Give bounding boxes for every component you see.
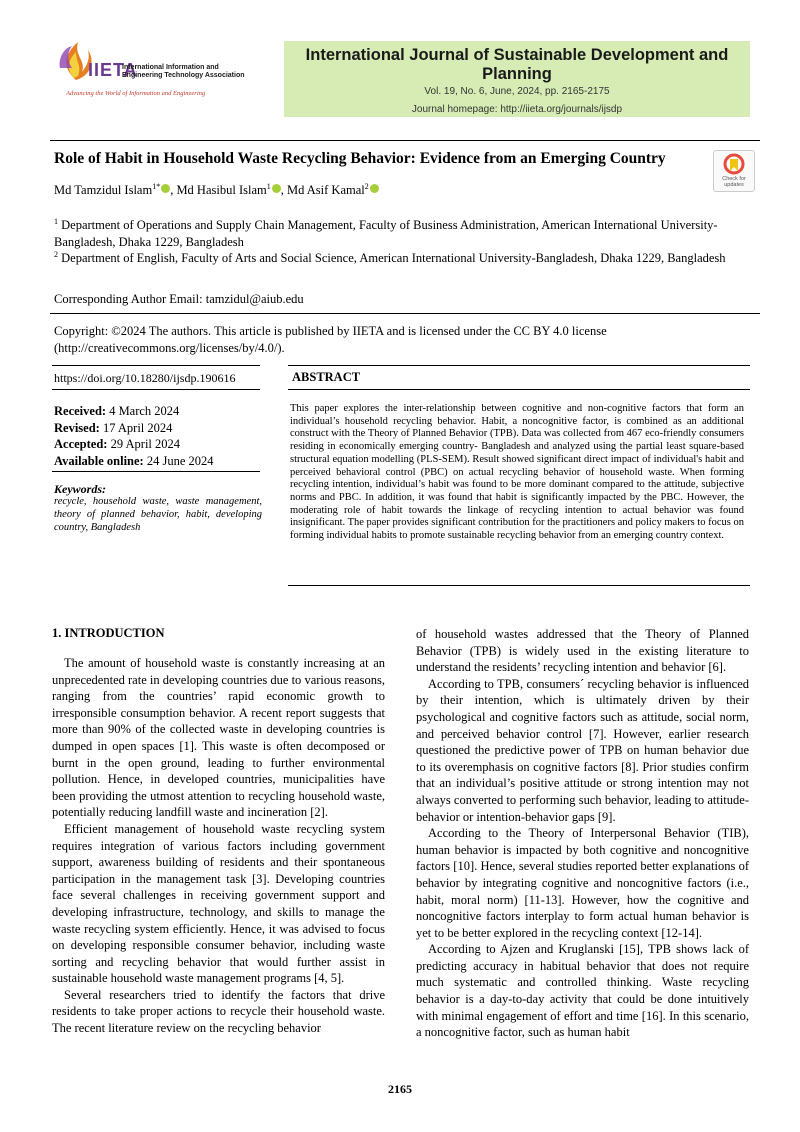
affiliation-text: Department of English, Faculty of Arts and Social Science, American International University-Bangladesh, Dhaka 1229, Bangladesh: [58, 251, 726, 265]
doi-link[interactable]: https://doi.org/10.18280/ijsdp.190616: [54, 371, 236, 385]
publisher-name-line2: Engineering Technology Association: [122, 72, 245, 79]
affiliation-text: Department of Operations and Supply Chain Management, Faculty of Business Administration, American International University-Bangladesh, Dhaka 1229, Bangladesh: [54, 218, 718, 249]
divider: [52, 365, 260, 366]
paragraph: According to the Theory of Interpersonal Behavior (TIB), human behavior is impacted by both cognitive and noncognitive factors [10]. Hence, several studies reported better explanations of behavior by integrating cognitive and noncognitive factors (i.e., habit, moral norm) [11-13]. However, how the cognitive and noncognitive factors interplay to form actual human behavior is yet to be better explored in the recycling context [12-14].: [416, 826, 749, 940]
date-label: Received:: [54, 404, 107, 418]
author-name: Md Hasibul Islam: [176, 183, 267, 197]
article-title: Role of Habit in Household Waste Recycling Behavior: Evidence from an Emerging Country: [54, 150, 666, 167]
keywords: recycle, household waste, waste management, theory of planned behavior, habit, developing country, Bangladesh: [54, 496, 262, 533]
divider: [50, 313, 760, 314]
badge-line2: updates: [724, 182, 744, 188]
publisher-full-name: [122, 64, 245, 80]
date-row: [54, 420, 214, 437]
date-row: [54, 453, 214, 470]
author-name: Md Tamzidul Islam: [54, 183, 153, 197]
header-divider: [50, 140, 760, 141]
date-label: Accepted:: [54, 437, 108, 451]
orcid-icon[interactable]: [161, 184, 170, 193]
affiliation-superscript: 1: [54, 217, 58, 226]
article-dates: [54, 403, 214, 469]
affiliation-superscript: 2: [54, 250, 58, 259]
paragraph: According to TPB, consumers´ recycling behavior is influenced by their intention, which is ultimately driven by their psychological and cognitive factors such as attitude, social norm, and perceived behavior control [7]. However, earlier research questioned the predictive power of TPB on human behavior due to its overemphasis on cognitive factors [8]. Prior studies confirm that an individual’s positive attitude or strong intention may not always converted to performing such behavior, leading to attitude-behavior or intention-behavior gaps [9].: [416, 676, 749, 824]
author-superscript: 2: [364, 182, 369, 191]
author-superscript: 1: [266, 182, 271, 191]
publisher-short-name: IIETA: [88, 60, 138, 80]
body-column-right: [416, 626, 749, 1041]
date-row: [54, 403, 214, 420]
date-label: Available online:: [54, 453, 144, 468]
check-for-updates-label: [713, 176, 755, 188]
journal-volume: Vol. 19, No. 6, June, 2024, pp. 2165-2175: [424, 86, 610, 97]
orcid-icon[interactable]: [370, 184, 379, 193]
divider: [52, 471, 260, 472]
orcid-icon[interactable]: [272, 184, 281, 193]
author-separator: ,: [170, 183, 177, 197]
divider: [288, 389, 750, 390]
badge-line1: Check for: [722, 176, 746, 182]
page-number: 2165: [388, 1082, 412, 1096]
journal-homepage-link[interactable]: Journal homepage: http://iieta.org/journals/ijsdp: [411, 104, 623, 115]
body-column-left: [52, 655, 385, 1037]
divider: [288, 585, 750, 586]
abstract-heading: ABSTRACT: [292, 370, 361, 384]
divider: [288, 365, 750, 366]
date-label: Revised:: [54, 420, 100, 435]
abstract-text: This paper explores the inter-relationship between cognitive and non-cognitive factors that form an individual’s household recycling behavior. Habit, a noncognitive factor, is combined as an additional construct with the Theory of Planned Behavior (TPB). Data was collected from 467 eco-friendly consumers residing in economically emerging country- Bangladesh and analyzed using the partial least square-based structural equation modelling (PLS-SEM). Result showed significant direct impact of individual's habit and perceived behavioral control (PBC) on actual recycling behavior of household waste. When forming recycling intention, individual’s habit was found to be more dominant compared to the attitude, subjective norms and PBC. In addition, it was found that habit is significantly impacted by the PBC. However, the moderating role of habit towards the linkage of recycling intention to actual behavior was found insignificant. The paper provides significant contribution for the practitioners and policy makers to focus on forming individual habits to promote sustainable recycling behavior from an emerging country context.: [290, 403, 744, 542]
bookmark-icon: [714, 151, 754, 177]
paragraph: of household wastes addressed that the Theory of Planned Behavior (TPB) is widely used in the existing literature to understand the residents’ recycling intention and behavior [6].: [416, 627, 749, 675]
keywords-label: Keywords:: [54, 482, 106, 496]
publisher-name-line1: International Information and: [122, 64, 219, 71]
author-superscript: 1*: [152, 182, 161, 191]
journal-title: International Journal of Sustainable Development and Planning: [305, 46, 729, 83]
publisher-tagline: Advancing the World of Information and Engineering: [66, 90, 206, 97]
date-value: 17 April 2024: [99, 420, 173, 435]
paragraph: The amount of household waste is constantly increasing at an unprecedented rate in developing countries due to various reasons, ranging from the countries’ rapid economic growth to irresponsible consumption behavior. A recent report suggests that more than 90% of the collected waste in developing countries is dumped in open spaces [1]. This waste is often decomposed or burnt in the open ground, leading to further environmental pollution. Hence, in developed countries, municipalities have been providing the utmost attention to recycling household waste, potentially reducing landfill waste and incineration [2].: [52, 656, 385, 820]
divider: [52, 389, 260, 390]
paragraph: Efficient management of household waste recycling system requires integration of various factors including government support, awareness building of residents and their spontaneous participation in the management task [3]. Developing countries face several challenges in receiving government support and developing infrastructure, technology, and skills to manage the waste recycling system efficiently. Hence, it was advised to focus on developing responsible consumer behavior, including waste sorting and recycling behavior that would further assist in sustainable household waste management programs [4, 5].: [52, 821, 385, 986]
paragraph: According to Ajzen and Kruglanski [15], TPB shows lack of predicting accuracy in habitual behavior that does not require much systematic and controlled thinking. Waste recycling behavior is a day-to-day activity that could be done intuitively with minimal engagement of effort and time [16]. In this scenario, a noncognitive factor, such as human habit: [416, 942, 749, 1040]
paragraph: Several researchers tried to identify the factors that drive residents to take proper actions to recycle their household waste. The recent literature review on the recycling behavior: [52, 987, 385, 1036]
date-row: [54, 436, 214, 453]
section-heading: 1. INTRODUCTION: [52, 626, 165, 640]
corresponding-author: Corresponding Author Email: tamzidul@aiub.edu: [54, 292, 304, 306]
copyright-notice: Copyright: ©2024 The authors. This article is published by IIETA and is licensed under the CC BY 4.0 license (http://creativecommons.org/licenses/by/4.0/).: [54, 324, 607, 355]
author-name: Md Asif Kamal: [286, 183, 365, 197]
author-list: [54, 182, 379, 198]
date-value: 4 March 2024: [106, 404, 180, 418]
date-value: 24 June 2024: [143, 453, 214, 468]
date-value: 29 April 2024: [107, 437, 181, 451]
affiliation: [54, 246, 734, 267]
author-separator: ,: [280, 183, 287, 197]
